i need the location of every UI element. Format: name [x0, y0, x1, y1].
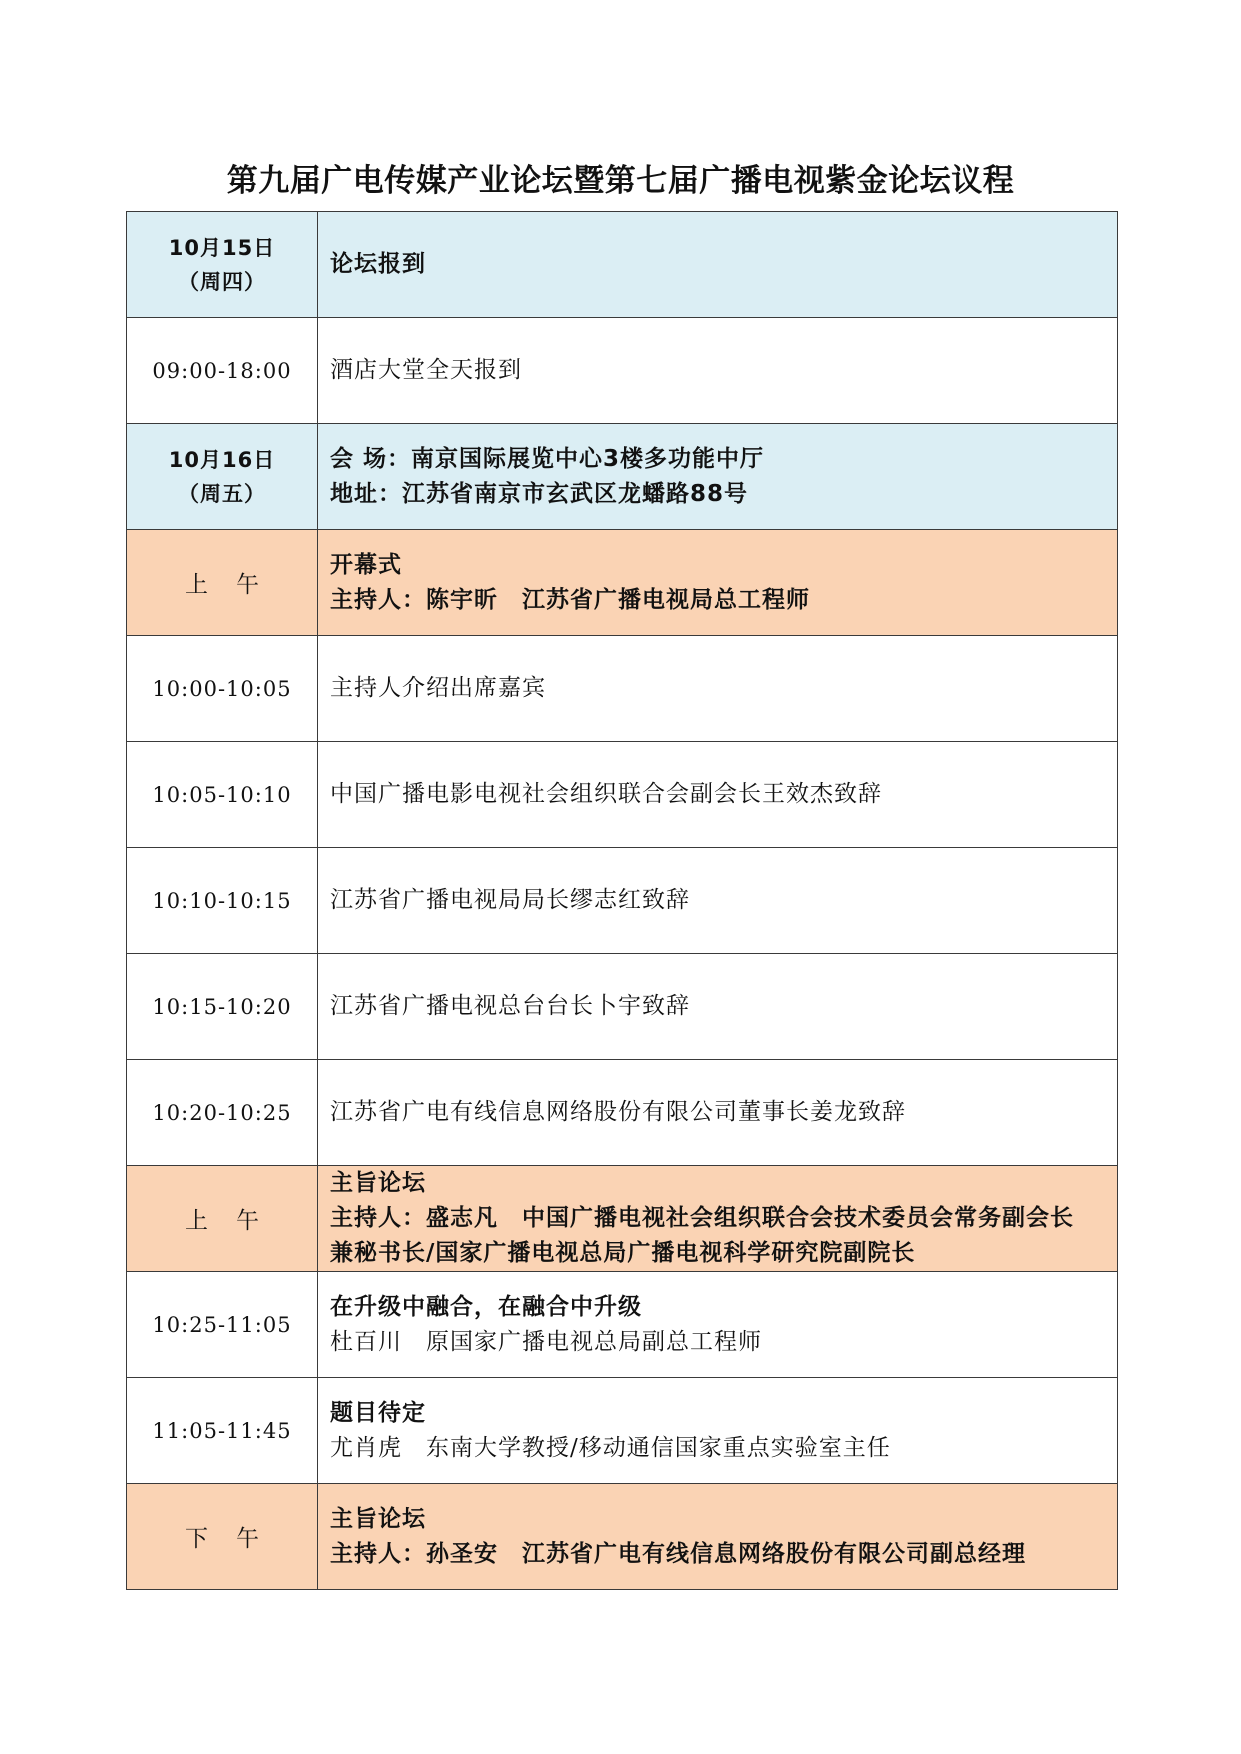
talk-title: 在升级中融合，在融合中升级: [330, 1293, 642, 1320]
weekday-text: （周五）: [178, 481, 266, 506]
date-cell: [127, 212, 318, 318]
session-title: 开幕式: [330, 551, 402, 578]
time-cell: 10:00-10:05: [127, 636, 318, 742]
table-row: [127, 318, 1118, 424]
content-cell: [318, 742, 1118, 848]
content-cell: [318, 212, 1118, 318]
session-title: 主旨论坛: [330, 1505, 426, 1532]
table-row: [127, 954, 1118, 1060]
agenda-table: [126, 211, 1118, 1590]
time-cell: 10:15-10:20: [127, 954, 318, 1060]
table-row: [127, 1060, 1118, 1166]
content-cell: [318, 530, 1118, 636]
address-line: 地址：江苏省南京市玄武区龙蟠路88号: [330, 480, 749, 507]
content-cell: [318, 1272, 1118, 1378]
period-cell: 上午: [127, 1166, 318, 1272]
speaker-line: 杜百川 原国家广播电视总局副总工程师: [330, 1328, 762, 1355]
date-text: 10月15日: [168, 235, 276, 260]
content-cell: [318, 1166, 1118, 1272]
table-row: [127, 1484, 1118, 1590]
content-cell: [318, 636, 1118, 742]
host-line: 主持人：陈宇昕 江苏省广播电视局总工程师: [330, 586, 810, 613]
date-text: 10月16日: [168, 447, 276, 472]
content-cell: [318, 848, 1118, 954]
time-cell: 10:10-10:15: [127, 848, 318, 954]
speaker-line: 尤肖虎 东南大学教授/移动通信国家重点实验室主任: [330, 1434, 891, 1461]
content-line: 主持人介绍出席嘉宾: [330, 675, 546, 701]
table-row: [127, 636, 1118, 742]
weekday-text: （周四）: [178, 269, 266, 294]
content-cell: [318, 424, 1118, 530]
content-line: 江苏省广播电视局局长缪志红致辞: [330, 887, 690, 913]
time-cell: 11:05-11:45: [127, 1378, 318, 1484]
content-line: 江苏省广播电视总台台长卜宇致辞: [330, 993, 690, 1019]
table-row: [127, 530, 1118, 636]
date-cell: [127, 424, 318, 530]
table-row: [127, 424, 1118, 530]
host-title-line: 兼秘书长/国家广播电视总局广播电视科学研究院副院长: [330, 1240, 916, 1266]
table-row: [127, 742, 1118, 848]
time-cell: 10:20-10:25: [127, 1060, 318, 1166]
content-cell: [318, 1378, 1118, 1484]
talk-title: 题目待定: [330, 1399, 426, 1426]
table-row: [127, 1166, 1118, 1272]
time-cell: 10:05-10:10: [127, 742, 318, 848]
content-cell: [318, 1484, 1118, 1590]
time-cell: 09:00-18:00: [127, 318, 318, 424]
table-row: [127, 848, 1118, 954]
table-row: [127, 1378, 1118, 1484]
content-line: 酒店大堂全天报到: [330, 357, 522, 383]
content-line: 江苏省广电有线信息网络股份有限公司董事长姜龙致辞: [330, 1099, 906, 1125]
venue-line: 会 场：南京国际展览中心3楼多功能中厅: [330, 445, 765, 472]
period-cell: 下午: [127, 1484, 318, 1590]
host-line: 主持人：盛志凡 中国广播电视社会组织联合会技术委员会常务副会长: [330, 1205, 1074, 1231]
content-line: 中国广播电影电视社会组织联合会副会长王效杰致辞: [330, 781, 882, 807]
content-line: 论坛报到: [330, 251, 426, 277]
session-title: 主旨论坛: [330, 1170, 426, 1196]
host-line: 主持人：孙圣安 江苏省广电有线信息网络股份有限公司副总经理: [330, 1540, 1026, 1567]
table-row: [127, 1272, 1118, 1378]
content-cell: [318, 954, 1118, 1060]
content-cell: [318, 1060, 1118, 1166]
period-cell: 上午: [127, 530, 318, 636]
time-cell: 10:25-11:05: [127, 1272, 318, 1378]
content-cell: [318, 318, 1118, 424]
table-row: [127, 212, 1118, 318]
page-title: 第九届广电传媒产业论坛暨第七届广播电视紫金论坛议程: [226, 163, 1015, 199]
